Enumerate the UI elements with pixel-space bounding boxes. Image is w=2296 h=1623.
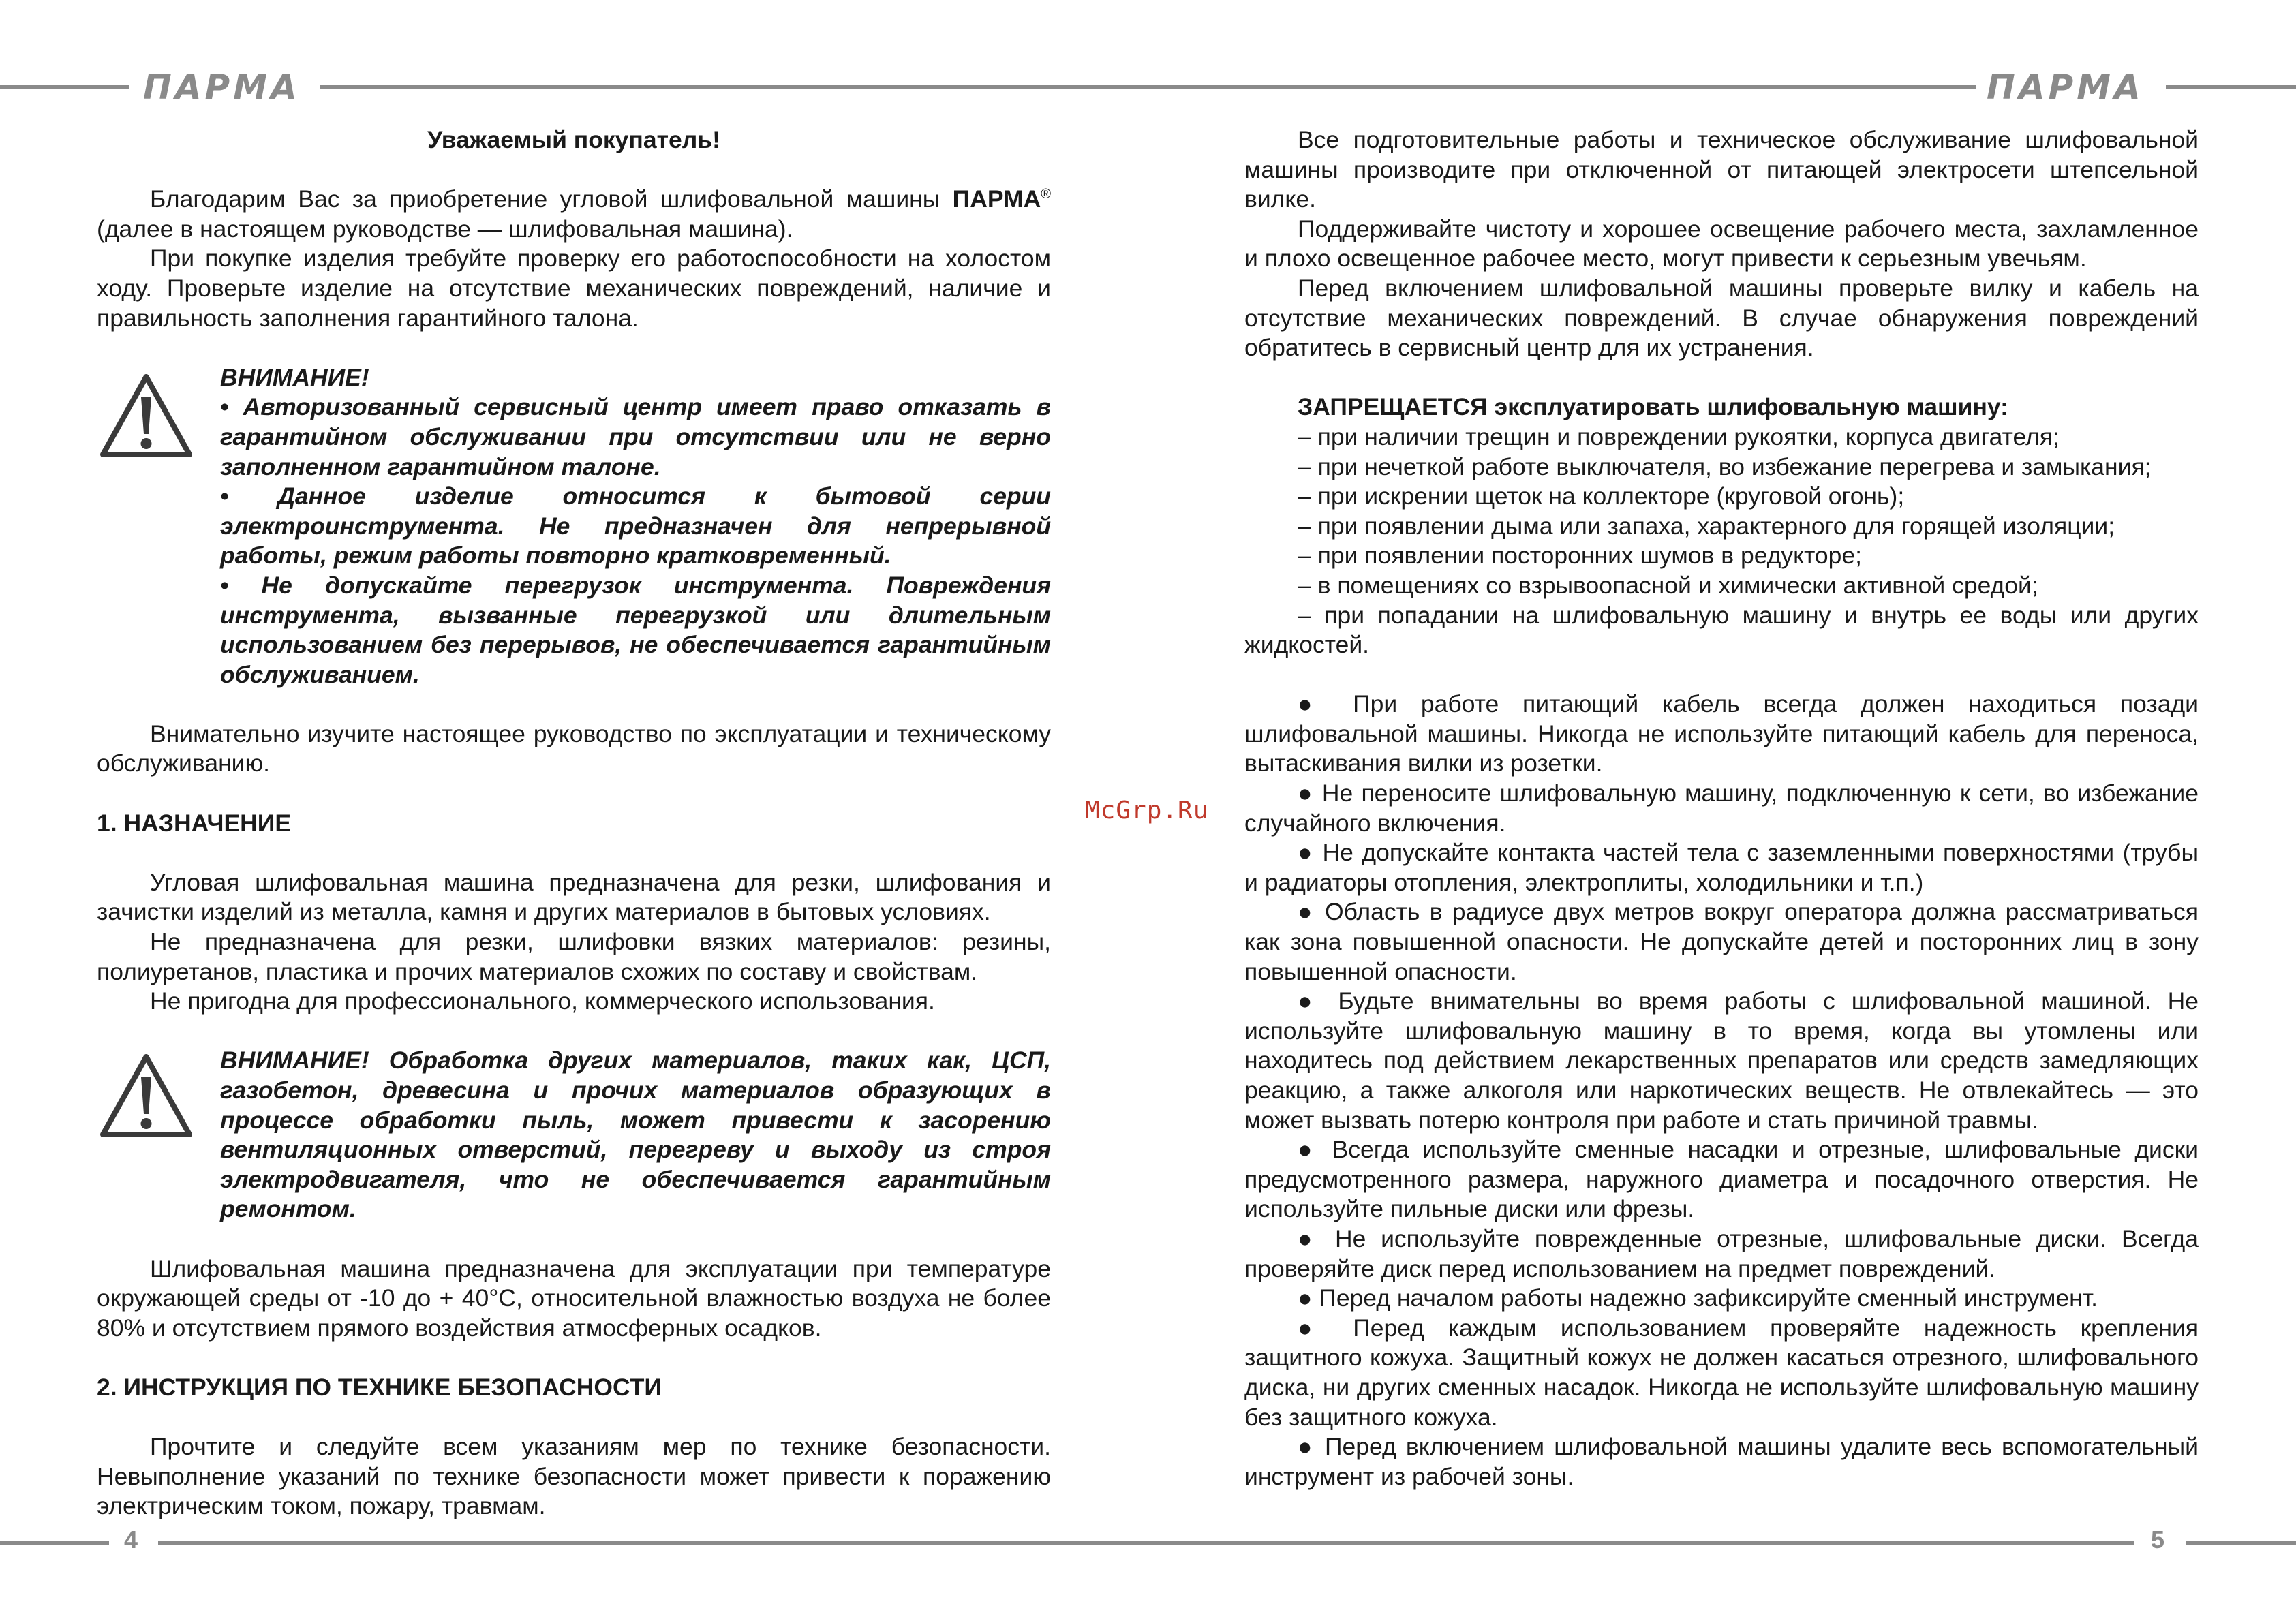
- watermark: McGrp.Ru: [1085, 797, 1209, 824]
- limitation-paragraph: Не предназначена для резки, шлифовки вязких материалов: резины, полиуретанов, пластика и прочих материалов схожих по составу и свойствам.: [97, 928, 1051, 985]
- warning-triangle-icon: [97, 1049, 196, 1144]
- intro-text: Благодарим Вас за приобретение угловой шлифовальной машины: [150, 185, 953, 213]
- safety-bullet: ● Перед каждым использованием проверяйте надежность крепления защитного кожуха. Защитный кожух не должен касаться отрезного, шлифовального диска, ни других сменных насадок. Никогда не используйте шлифовальную машину без защитного кожуха.: [1244, 1314, 2199, 1431]
- forbidden-item: – при нечеткой работе выключателя, во избежание перегрева и замыкания;: [1298, 452, 2152, 480]
- footer-rule-center: [158, 1541, 2134, 1545]
- non-professional-note: Не пригодна для профессионального, коммерческого использования.: [150, 987, 935, 1015]
- forbidden-heading: [1244, 392, 2199, 422]
- purpose-paragraph: Угловая шлифовальная машина предназначена для резки, шлифования и зачистки изделий из металла, камня и других материалов в бытовых условиях.: [97, 868, 1051, 926]
- forbidden-item: – при попадании на шлифовальную машину и внутрь ее воды или других жидкостей.: [1244, 601, 2199, 659]
- warning-item: • Не допускайте перегрузок инструмента. Повреждения инструмента, вызванные перегрузкой или длительным использованием без перерывов, не обеспечивается гарантийным обслуживанием.: [220, 571, 1051, 688]
- warning-block-1: [97, 363, 1051, 690]
- page-number-right: 5: [2151, 1526, 2165, 1554]
- safety-bullet: ● Не используйте поврежденные отрезные, шлифовальные диски. Всегда проверяйте диск перед использованием на предмет повреждений.: [1244, 1224, 2199, 1282]
- brand-name: ПАРМА: [952, 185, 1041, 213]
- greeting-title: Уважаемый покупатель!: [427, 126, 720, 153]
- manual-note: Внимательно изучите настоящее руководство по эксплуатации и техническому обслуживанию.: [97, 720, 1051, 777]
- workplace-paragraph: Поддерживайте чистоту и хорошее освещение рабочего места, захламленное и плохо освещенное рабочее место, могут привести к серьезным увечьям.: [1244, 215, 2199, 273]
- right-page-column: [1244, 125, 2199, 1491]
- warning-item: • Данное изделие относится к бытовой серии электроинструмента. Не предназначен для непрерывной работы, режим работы повторно кратковременный.: [220, 482, 1051, 570]
- safety-bullet: ● Не переносите шлифовальную машину, подключенную к сети, во избежание случайного включения.: [1244, 779, 2199, 837]
- safety-bullet: ● Не допускайте контакта частей тела с заземленными поверхностями (трубы и радиаторы отопления, электроплиты, холодильники и т.п.): [1244, 839, 2199, 896]
- warning-item: • Авторизованный сервисный центр имеет право отказать в гарантийном обслуживании при отсутствии или не верно заполненном гарантийном талоне.: [220, 393, 1051, 480]
- safety-bullet: ● При работе питающий кабель всегда должен находиться позади шлифовальной машины. Никогда не используйте питающий кабель для переноса, вытаскивания вилки из розетки.: [1244, 690, 2199, 777]
- forbidden-item: – в помещениях со взрывоопасной и химически активной средой;: [1298, 571, 2038, 599]
- footer-rule-left: [0, 1541, 109, 1545]
- left-page-column: [97, 125, 1051, 1521]
- operating-conditions: Шлифовальная машина предназначена для эксплуатации при температуре окружающей среды от -10 до + 40°С, относительной влажностью воздуха не более 80% и отсутствием прямого воздействия атмосферных осадков.: [97, 1254, 1051, 1342]
- safety-bullet: ● Будьте внимательны во время работы с шлифовальной машиной. Не используйте шлифовальную машину в то время, когда вы утомлены или находитесь под действием лекарственных препаратов или средств замедляющих реакцию, а также алкоголя или наркотических веществ. Не отвлекайтесь — это может вызвать потерю контроля при работе и стать причиной травмы.: [1244, 987, 2199, 1134]
- forbidden-item: – при появлении дыма или запаха, характерного для горящей изоляции;: [1298, 512, 2115, 540]
- registered-mark: ®: [1041, 187, 1051, 202]
- header-rule-center: [320, 85, 1976, 89]
- brand-logo-right: ПАРМА: [1987, 67, 2144, 107]
- forbidden-word: ЗАПРЕЩАЕТСЯ: [1298, 393, 1488, 421]
- brand-logo-left: ПАРМА: [143, 67, 301, 107]
- safety-bullet: ● Область в радиусе двух метров вокруг оператора должна рассматриваться как зона повышенной опасности. Не допускайте детей и посторонних лиц в зону повышенной опасности.: [1244, 898, 2199, 985]
- warning-text: ВНИМАНИЕ! Обработка других материалов, таких как, ЦСП, газобетон, древесина и прочих материалов образующих в процессе обработки пыль, может привести к засорению вентиляционных отверстий, перегреву и выходу из строя электродвигателя, что не обеспечивается гарантийным ремонтом.: [220, 1047, 1051, 1223]
- warning-title: ВНИМАНИЕ!: [220, 363, 369, 391]
- warning-triangle-icon: [97, 369, 196, 464]
- intro-text-cont: (далее в настоящем руководстве — шлифовальная машина).: [97, 215, 793, 243]
- header-rule-left: [0, 85, 129, 89]
- safety-bullet: ● Перед началом работы надежно зафиксируйте сменный инструмент.: [1298, 1284, 2098, 1312]
- warning-block-2: [97, 1046, 1051, 1224]
- prep-work-paragraph: Все подготовительные работы и техническое обслуживание шлифовальной машины производите при отключенной от питающей электросети штепсельной вилке.: [1244, 126, 2199, 213]
- forbidden-rest: эксплуатировать шлифовальную машину:: [1487, 393, 2008, 421]
- intro-paragraph-2: При покупке изделия требуйте проверку его работоспособности на холостом ходу. Проверьте изделие на отсутствие механических повреждений, наличие и правильность заполнения гарантийного талона.: [97, 245, 1051, 332]
- intro-paragraph-1: [97, 185, 1051, 244]
- header-rule-right: [2166, 85, 2296, 89]
- cable-check-paragraph: Перед включением шлифовальной машины проверьте вилку и кабель на отсутствие механических повреждений. В случае обнаружения повреждений обратитесь в сервисный центр для их устранения.: [1244, 274, 2199, 362]
- section-2-title: 2. ИНСТРУКЦИЯ ПО ТЕХНИКЕ БЕЗОПАСНОСТИ: [97, 1373, 662, 1401]
- safety-intro: Прочтите и следуйте всем указаниям мер по технике безопасности. Невыполнение указаний по технике безопасности может привести к поражению электрическим током, пожару, травмам.: [97, 1433, 1051, 1520]
- page-number-left: 4: [124, 1526, 138, 1554]
- forbidden-item: – при наличии трещин и повреждении рукоятки, корпуса двигателя;: [1298, 422, 2060, 450]
- section-1-title: 1. НАЗНАЧЕНИЕ: [97, 809, 292, 837]
- forbidden-item: – при появлении посторонних шумов в редукторе;: [1298, 542, 1863, 570]
- safety-bullet: ● Перед включением шлифовальной машины удалите весь вспомогательный инструмент из рабочей зоны.: [1244, 1433, 2199, 1490]
- footer-rule-right: [2186, 1541, 2296, 1545]
- safety-bullet: ● Всегда используйте сменные насадки и отрезные, шлифовальные диски предусмотренного размера, наружного диаметра и посадочного отверстия. Не используйте пильные диски или фрезы.: [1244, 1136, 2199, 1223]
- forbidden-item: – при искрении щеток на коллекторе (круговой огонь);: [1298, 482, 1905, 510]
